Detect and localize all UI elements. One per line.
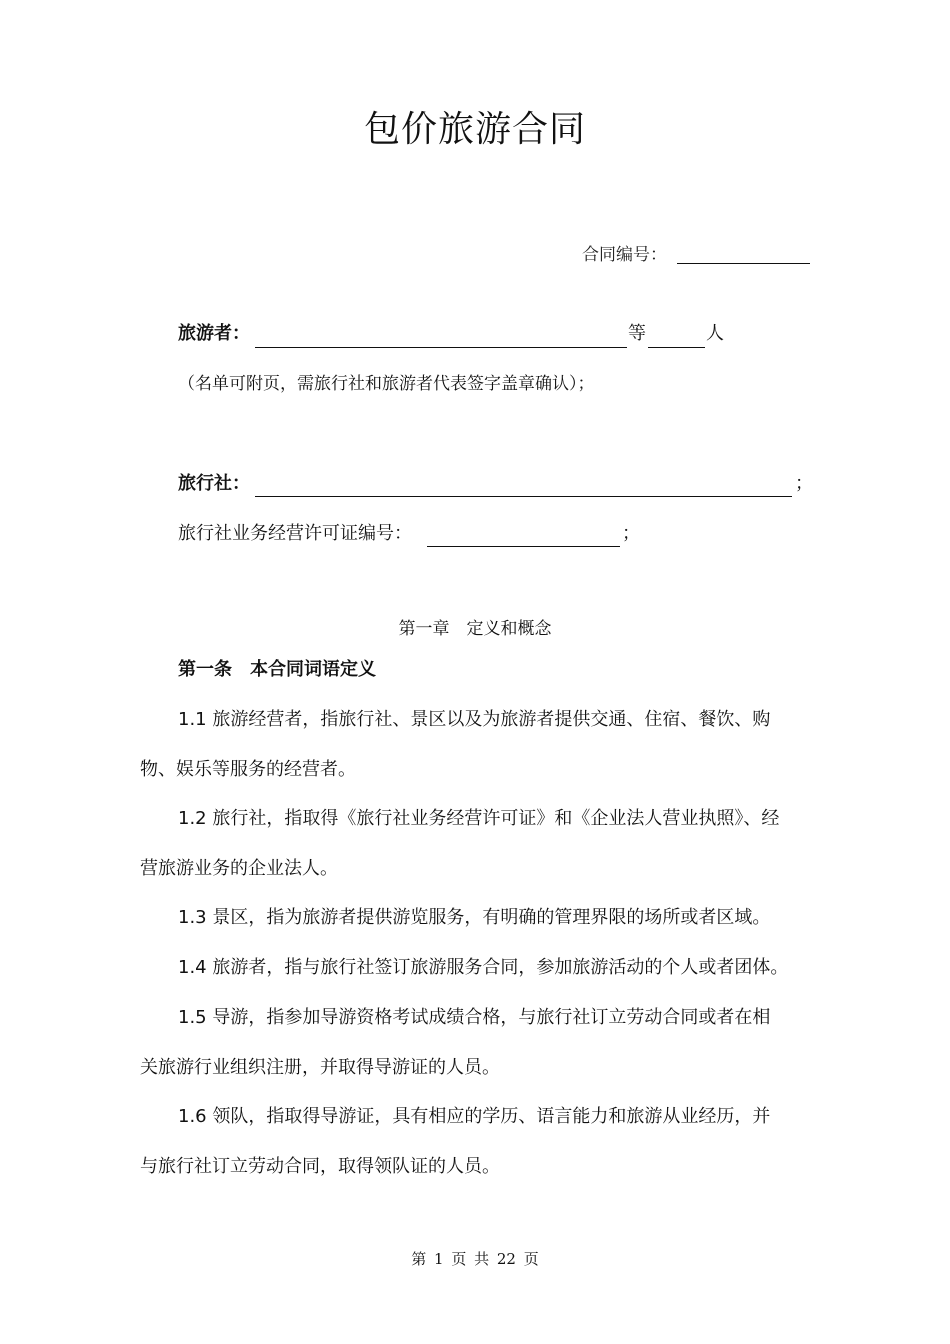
contract-number-label: 合同编号： <box>582 245 667 265</box>
document-title: 包价旅游合同 <box>363 109 586 150</box>
traveler-deng-text: 等 <box>628 323 646 344</box>
traveler-note: （名单可附页，需旅行社和旅游者代表签字盖章确认）； <box>178 374 595 394</box>
agency-semicolon: ； <box>795 473 813 494</box>
definition-1-6-line-1: 1.6 领队，指取得导游证，具有相应的学历、语言能力和旅游从业经历，并 <box>178 1106 771 1127</box>
agency-label: 旅行社： <box>178 473 250 494</box>
definition-1-4-line-1: 1.4 旅游者，指与旅行社签订旅游服务合同，参加旅游活动的个人或者团体。 <box>178 957 789 978</box>
contract-number-blank[interactable] <box>677 263 810 264</box>
chapter-heading: 第一章 定义和概念 <box>398 619 552 639</box>
traveler-name-blank[interactable] <box>255 347 627 348</box>
definition-1-6-line-2: 与旅行社订立劳动合同，取得领队证的人员。 <box>140 1156 500 1177</box>
definition-1-1-line-2: 物、娱乐等服务的经营者。 <box>140 759 356 780</box>
traveler-ren-text: 人 <box>706 323 724 344</box>
definition-1-2-line-2: 营旅游业务的企业法人。 <box>140 858 338 879</box>
definition-1-5-line-2: 关旅游行业组织注册，并取得导游证的人员。 <box>140 1057 500 1078</box>
agency-name-blank[interactable] <box>255 496 792 497</box>
article-heading: 第一条 本合同词语定义 <box>178 659 376 680</box>
license-label: 旅行社业务经营许可证编号： <box>178 523 412 544</box>
traveler-label: 旅游者： <box>178 323 250 344</box>
definition-1-3-line-1: 1.3 景区，指为旅游者提供游览服务，有明确的管理界限的场所或者区域。 <box>178 907 771 928</box>
definition-1-1-line-1: 1.1 旅游经营者，指旅行社、景区以及为旅游者提供交通、住宿、餐饮、购 <box>178 709 771 730</box>
page-number-footer: 第 1 页 共 22 页 <box>411 1250 539 1268</box>
definition-1-5-line-1: 1.5 导游，指参加导游资格考试成绩合格，与旅行社订立劳动合同或者在相 <box>178 1007 771 1028</box>
license-number-blank[interactable] <box>427 546 620 547</box>
license-semicolon: ； <box>622 523 640 544</box>
traveler-count-blank[interactable] <box>648 347 705 348</box>
definition-1-2-line-1: 1.2 旅行社，指取得《旅行社业务经营许可证》和《企业法人营业执照》、经 <box>178 808 780 829</box>
